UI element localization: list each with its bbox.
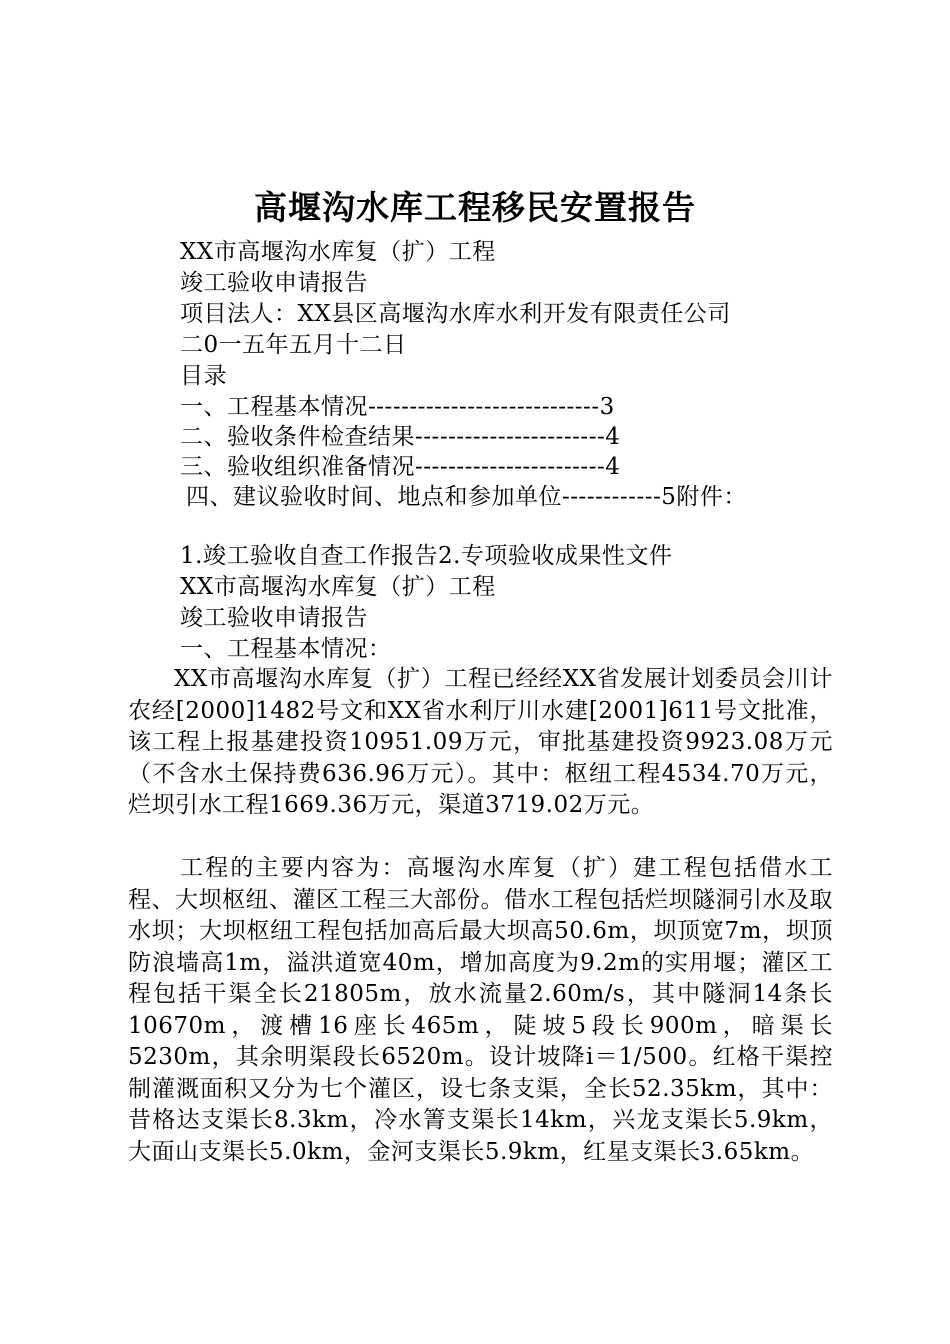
body-paragraph: 工程的主要内容为：高堰沟水库复（扩）建工程包括借水工程、大坝枢纽、灌区工程三大部份。借水工程包括烂坝隧洞引水及取水坝；大坝枢纽工程包括加高后最大坝高50.6m，坝顶宽7m，坝顶防浪墙高1m，溢洪道宽40m，增加高度为9.2m的实用堰；灌区工程包括干渠全长21805m，放水流量2.60m/s，其中隧洞14条长10670m，渡槽16座长465m，陡坡5段长900m，暗渠长5230m，其余明渠段长6520m。设计坡降i＝1/500。红格干渠控制灌溉面积又分为七个灌区，设七条支渠，全长52.35km，其中：昔格达支渠长8.3km，冷水箐支渠长14km，兴龙支渠长5.9km，大面山支渠长5.0km，金河支渠长5.9km，红星支渠长3.65km。 bbox=[128, 855, 833, 1165]
report-name-line: 竣工验收申请报告 bbox=[180, 270, 368, 296]
report-date-line: 二0一五年五月十二日 bbox=[180, 332, 407, 358]
project-name-line: XX市高堰沟水库复（扩）工程 bbox=[180, 239, 496, 265]
document-title: 高堰沟水库工程移民安置报告 bbox=[254, 188, 696, 227]
toc-heading: 目录 bbox=[180, 363, 227, 389]
toc-entry: 二、验收条件检查结果-----------------------4 bbox=[180, 424, 621, 450]
attachments-line: 1.竣工验收自查工作报告2.专项验收成果性文件 bbox=[180, 543, 673, 569]
project-name-line: XX市高堰沟水库复（扩）工程 bbox=[180, 574, 496, 600]
report-name-line: 竣工验收申请报告 bbox=[180, 605, 368, 631]
section-heading: 一、工程基本情况： bbox=[180, 636, 392, 662]
body-paragraph: XX市高堰沟水库复（扩）工程已经经XX省发展计划委员会川计农经[2000]1482号文和XX省水利厅川水建[2001]611号文批准，该工程上报基建投资10951.09万元，审批基建投资9923.08万元（不含水土保持费636.96万元）。其中：枢纽工程4534.70万元，烂坝引水工程1669.36万元，渠道3719.02万元。 bbox=[128, 666, 833, 818]
toc-entry: 四、建议验收时间、地点和参加单位------------5附件： bbox=[186, 484, 747, 510]
project-legal-person-line: 项目法人：XX县区高堰沟水库水利开发有限责任公司 bbox=[180, 301, 731, 327]
toc-entry: 三、验收组织准备情况-----------------------4 bbox=[180, 454, 621, 480]
toc-entry: 一、工程基本情况----------------------------3 bbox=[180, 394, 615, 420]
